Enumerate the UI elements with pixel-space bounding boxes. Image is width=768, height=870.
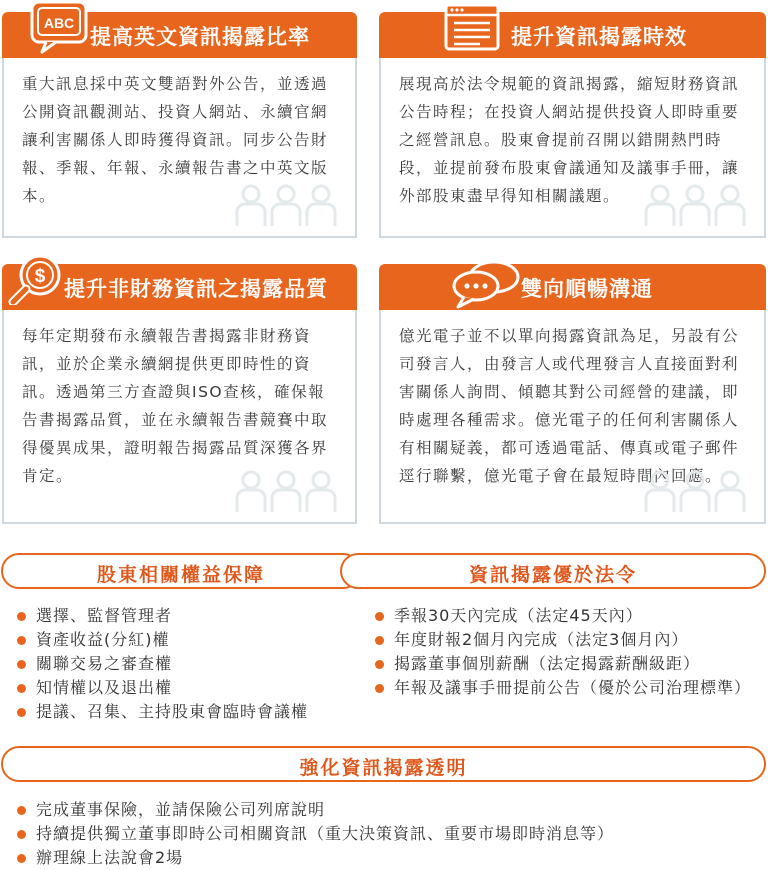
transparency-pill (1, 746, 766, 782)
list-item: 辦理線上法說會2場 (14, 846, 754, 870)
list-item: 選擇、監督管理者 (14, 604, 354, 628)
card-header (379, 264, 766, 310)
list-item: 持續提供獨立董事即時公司相關資訊（重大決策資訊、重要市場即時消息等） (14, 822, 754, 846)
abc-chat-icon (30, 0, 88, 54)
card-title: 提升非財務資訊之揭露品質 (64, 277, 328, 301)
shareholder-rights-list (14, 604, 354, 724)
speech-bubbles-icon (452, 259, 520, 309)
dollar-magnifier-icon (8, 253, 64, 305)
transparency-title: 強化資訊揭露透明 (299, 757, 468, 779)
list-item: 揭露董事個別薪酬（法定揭露薪酬級距） (372, 652, 752, 676)
shareholder-rights-pill (1, 553, 361, 589)
card-header (379, 12, 766, 58)
list-item: 年報及議事手冊提前公告（優於公司治理標準） (372, 676, 752, 700)
disclosure-superior-title: 資訊揭露優於法令 (468, 564, 637, 586)
card-text: 每年定期發布永續報告書揭露非財務資訊，並於企業永續網提供更即時性的資訊。透過第三方查證與ISO查核，確保報告書揭露品質，並在永續報告書競賽中取得優異成果，證明報告揭露品質深獲各界肯定。 (22, 327, 329, 485)
people-icon (231, 468, 341, 514)
list-item: 關聯交易之審查權 (14, 652, 354, 676)
people-icon (231, 182, 341, 228)
list-item: 完成董事保險，並請保險公司列席說明 (14, 798, 754, 822)
disclosure-superior-list (372, 604, 752, 700)
list-item: 知情權以及退出權 (14, 676, 354, 700)
disclosure-superior-pill (340, 553, 766, 589)
card-text: 重大訊息採中英文雙語對外公告，並透過公開資訊觀測站、投資人網站、永續官網讓利害關係人即時獲得資訊。同步公告財報、季報、年報、永續報告書之中英文版本。 (22, 75, 329, 205)
list-item: 提議、召集、主持股東會臨時會議權 (14, 700, 354, 724)
shareholder-rights-title: 股東相關權益保障 (96, 564, 265, 586)
card-title: 提升資訊揭露時效 (511, 25, 687, 49)
card-title: 雙向順暢溝通 (521, 277, 653, 301)
list-item: 年度財報2個月內完成（法定3個月內） (372, 628, 752, 652)
people-icon (640, 468, 750, 514)
card-title: 提高英文資訊揭露比率 (90, 25, 310, 49)
card-two-way-communication (379, 264, 766, 524)
dollar-label: $ (34, 266, 46, 287)
transparency-list (14, 798, 754, 870)
card-text: 億光電子並不以單向揭露資訊為足，另設有公司發言人，由發言人或代理發言人直接面對利害關係人詢問、傾聽其對公司經營的建議，即時處理各種需求。億光電子的任何利害關係人有相關疑義，都可透過電話、傳真或電子郵件逕行聯繫，億光電子會在最短時間內回應。 (399, 327, 740, 485)
card-text: 展現高於法令規範的資訊揭露，縮短財務資訊公告時程；在投資人網站提供投資人即時重要之經營訊息。股東會提前召開以錯開熱門時段，並提前發布股東會議通知及議事手冊，讓外部股東盡早得知相關議題。 (399, 75, 740, 205)
list-item: 季報30天內完成（法定45天內） (372, 604, 752, 628)
card-disclosure-timeliness (379, 12, 766, 238)
document-window-icon (444, 3, 500, 51)
list-item: 資產收益(分紅)權 (14, 628, 354, 652)
abc-label: ABC (43, 15, 75, 31)
people-icon (640, 182, 750, 228)
